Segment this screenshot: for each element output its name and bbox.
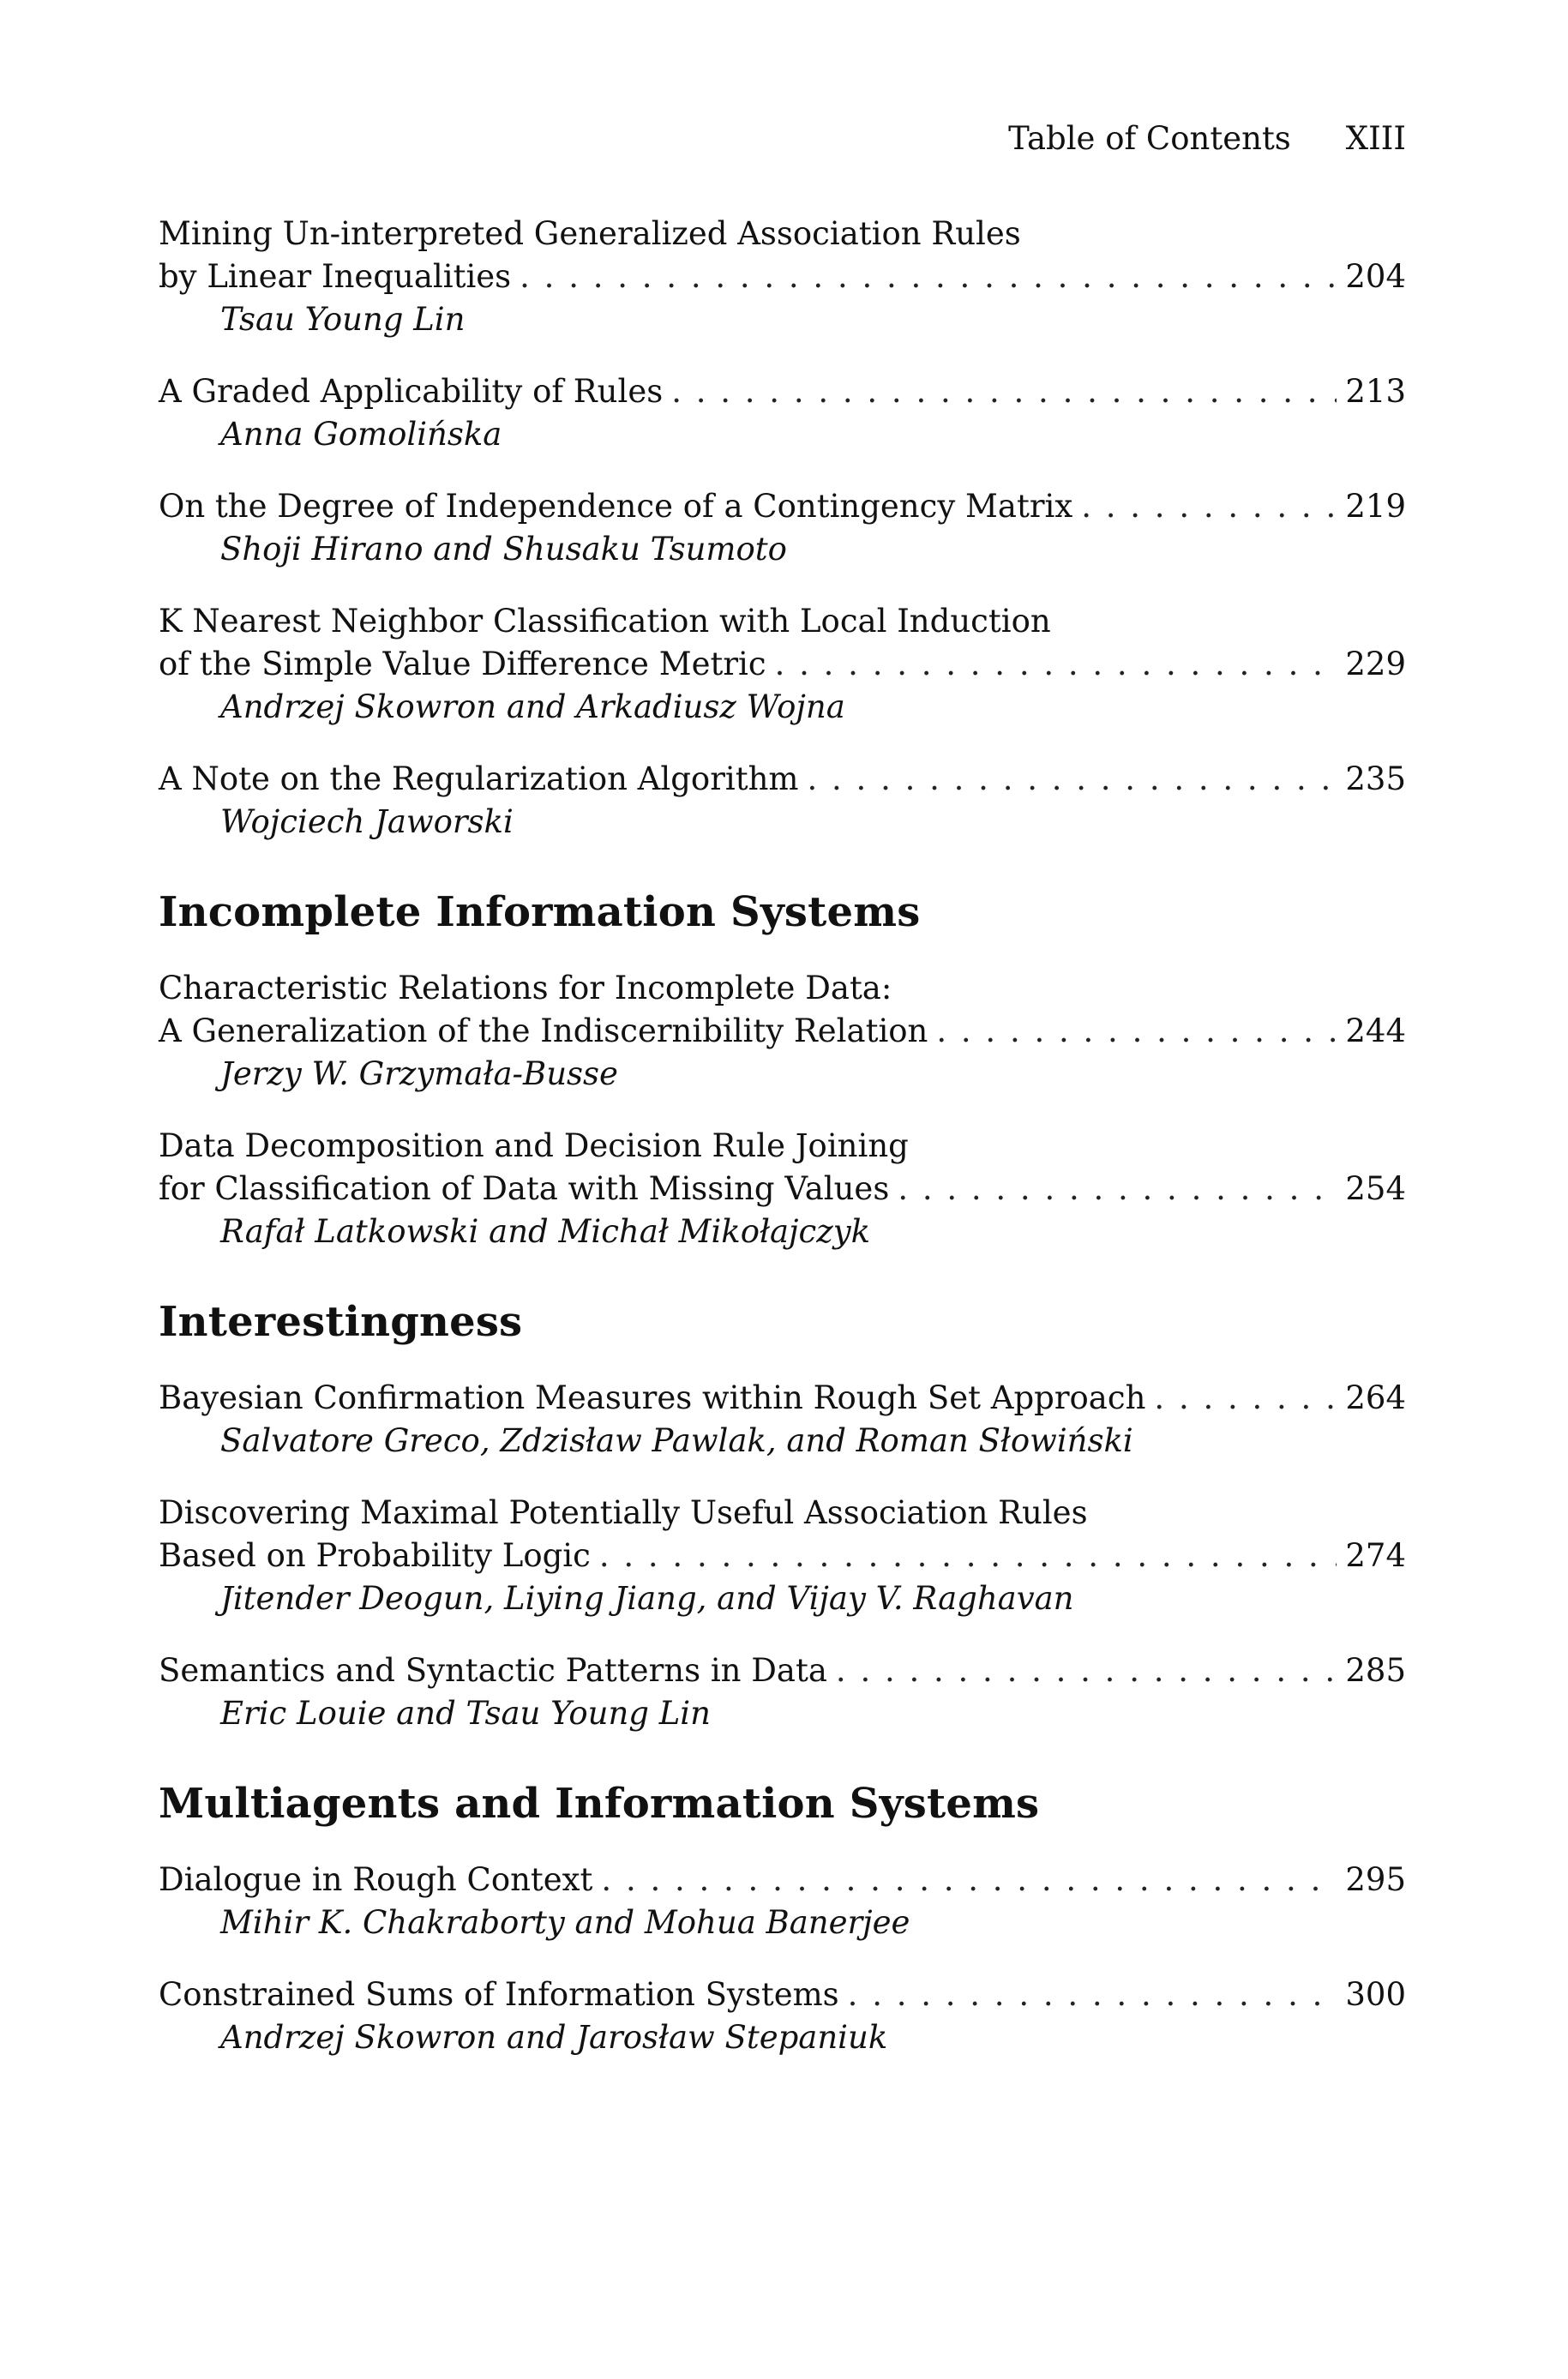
entry-authors: Salvatore Greco, Zdzisław Pawlak, and Roman Słowiński bbox=[220, 1422, 1133, 1459]
leader-dots bbox=[898, 1168, 1337, 1211]
toc-entry[interactable] bbox=[159, 213, 1406, 341]
entry-page-number: 204 bbox=[1345, 258, 1406, 295]
entry-title-with-page bbox=[159, 1168, 1406, 1211]
entry-page-number: 254 bbox=[1345, 1170, 1406, 1207]
section-heading: Interestingness bbox=[159, 1298, 523, 1346]
section-heading: Multiagents and Information Systems bbox=[159, 1780, 1040, 1828]
entry-title-with-page bbox=[159, 643, 1406, 686]
entry-title-with-page bbox=[159, 1859, 1406, 1901]
entry-title-last-line: Semantics and Syntactic Patterns in Data bbox=[159, 1652, 827, 1689]
entry-title-last-line: Bayesian Confirmation Measures within Rough Set Approach bbox=[159, 1379, 1146, 1416]
toc-section bbox=[159, 1296, 1406, 1735]
entry-title-last-line: A Generalization of the Indiscernibility Relation bbox=[159, 1012, 928, 1049]
entry-authors: Andrzej Skowron and Arkadiusz Wojna bbox=[220, 688, 845, 725]
leader-dots bbox=[520, 255, 1337, 298]
toc-entry[interactable] bbox=[159, 758, 1406, 844]
entry-authors: Rafał Latkowski and Michał Mikołajczyk bbox=[220, 1213, 871, 1250]
intro-entries bbox=[159, 213, 1406, 844]
entry-page-number: 213 bbox=[1345, 373, 1406, 410]
entry-title-with-page bbox=[159, 1535, 1406, 1577]
leader-dots bbox=[836, 1649, 1337, 1692]
entry-authors: Anna Gomolińska bbox=[220, 416, 502, 453]
leader-dots bbox=[936, 1010, 1337, 1053]
leader-dots bbox=[808, 758, 1337, 801]
entry-title-line: K Nearest Neighbor Classification with Local Induction bbox=[159, 603, 1051, 640]
toc-section bbox=[159, 1778, 1406, 2059]
entry-page-number: 235 bbox=[1345, 760, 1406, 797]
leader-dots bbox=[775, 643, 1337, 686]
entry-title-with-page bbox=[159, 1377, 1406, 1420]
entry-title-with-page bbox=[159, 758, 1406, 801]
leader-dots bbox=[601, 1859, 1337, 1901]
toc-entry[interactable] bbox=[159, 1649, 1406, 1735]
entry-title-last-line: of the Simple Value Difference Metric bbox=[159, 646, 766, 682]
entry-title-with-page bbox=[159, 1973, 1406, 2016]
leader-dots bbox=[599, 1535, 1337, 1577]
toc-entry[interactable] bbox=[159, 370, 1406, 456]
entry-title-last-line: by Linear Inequalities bbox=[159, 258, 512, 295]
toc-entry[interactable] bbox=[159, 600, 1406, 729]
toc-entry[interactable] bbox=[159, 1125, 1406, 1253]
entry-title-last-line: Dialogue in Rough Context bbox=[159, 1861, 593, 1898]
leader-dots bbox=[1081, 485, 1337, 528]
entry-title-last-line: On the Degree of Independence of a Contingency Matrix bbox=[159, 488, 1073, 525]
header-page-number: XIII bbox=[1345, 120, 1406, 157]
toc-page bbox=[159, 0, 1406, 2379]
entry-title-with-page bbox=[159, 1010, 1406, 1053]
toc-sections bbox=[159, 886, 1406, 2059]
entry-title-last-line: for Classification of Data with Missing Values bbox=[159, 1170, 890, 1207]
entry-title-line: Characteristic Relations for Incomplete Data: bbox=[159, 970, 892, 1006]
entry-page-number: 300 bbox=[1345, 1976, 1406, 2013]
leader-dots bbox=[1154, 1377, 1337, 1420]
entry-title-with-page bbox=[159, 255, 1406, 298]
toc-entry[interactable] bbox=[159, 1492, 1406, 1620]
entry-authors: Andrzej Skowron and Jarosław Stepaniuk bbox=[220, 2019, 888, 2056]
entry-title-line: Discovering Maximal Potentially Useful Association Rules bbox=[159, 1494, 1088, 1531]
section-heading: Incomplete Information Systems bbox=[159, 888, 921, 936]
entry-title-line: Mining Un-interpreted Generalized Association Rules bbox=[159, 215, 1021, 252]
entry-page-number: 274 bbox=[1345, 1537, 1406, 1574]
entry-authors: Jitender Deogun, Liying Jiang, and Vijay V. Raghavan bbox=[220, 1580, 1074, 1617]
leader-dots bbox=[671, 370, 1337, 413]
entry-authors: Jerzy W. Grzymała-Busse bbox=[220, 1055, 618, 1092]
entry-page-number: 264 bbox=[1345, 1379, 1406, 1416]
entry-page-number: 295 bbox=[1345, 1861, 1406, 1898]
entry-page-number: 229 bbox=[1345, 646, 1406, 682]
entry-title-last-line: A Graded Applicability of Rules bbox=[159, 373, 664, 410]
entry-title-with-page bbox=[159, 485, 1406, 528]
entry-page-number: 285 bbox=[1345, 1652, 1406, 1689]
entry-authors: Tsau Young Lin bbox=[220, 301, 466, 338]
toc-entry[interactable] bbox=[159, 1973, 1406, 2059]
toc-entry[interactable] bbox=[159, 967, 1406, 1096]
entry-authors: Wojciech Jaworski bbox=[220, 803, 514, 840]
entry-title-with-page bbox=[159, 370, 1406, 413]
toc-entry[interactable] bbox=[159, 485, 1406, 571]
toc-entry[interactable] bbox=[159, 1859, 1406, 1944]
header-label: Table of Contents bbox=[1008, 120, 1291, 157]
entry-title-line: Data Decomposition and Decision Rule Joining bbox=[159, 1127, 909, 1164]
entry-authors: Eric Louie and Tsau Young Lin bbox=[220, 1695, 711, 1732]
entry-page-number: 219 bbox=[1345, 488, 1406, 525]
entry-authors: Mihir K. Chakraborty and Mohua Banerjee bbox=[220, 1904, 910, 1941]
entry-title-last-line: A Note on the Regularization Algorithm bbox=[159, 760, 799, 797]
entry-title-with-page bbox=[159, 1649, 1406, 1692]
leader-dots bbox=[848, 1973, 1337, 2016]
toc-entry[interactable] bbox=[159, 1377, 1406, 1463]
toc-section bbox=[159, 886, 1406, 1253]
table-of-contents bbox=[159, 213, 1406, 2088]
entry-title-last-line: Based on Probability Logic bbox=[159, 1537, 591, 1574]
running-header bbox=[1008, 120, 1406, 157]
entry-title-last-line: Constrained Sums of Information Systems bbox=[159, 1976, 839, 2013]
entry-page-number: 244 bbox=[1345, 1012, 1406, 1049]
entry-authors: Shoji Hirano and Shusaku Tsumoto bbox=[220, 531, 787, 568]
